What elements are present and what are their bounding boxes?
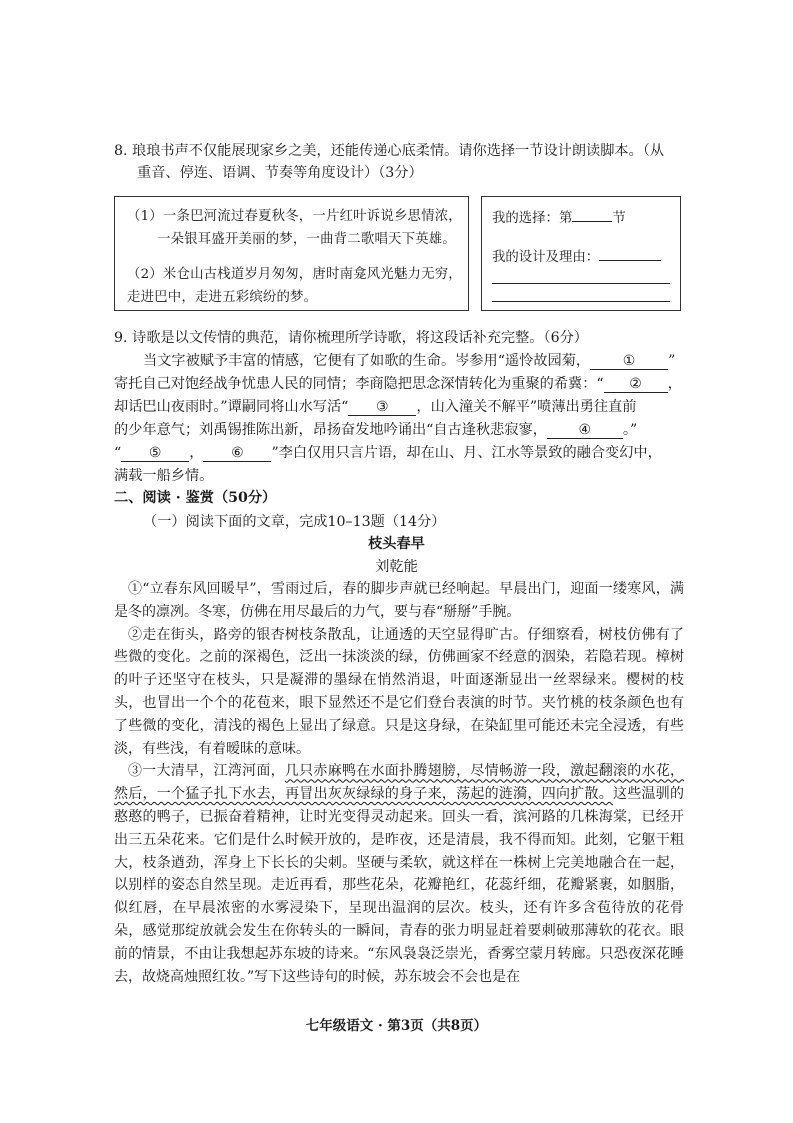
q9-text-1a: 当文字被赋予丰富的情感，它便有了如歌的生命。岑参用“遥怜故园菊， [143,353,591,369]
blank-3[interactable]: ③ [348,399,416,416]
p3-rest: 这些温驯的憨憨的鸭子，已振奋着精神，让时光变得灵动起来。回头一看，滨河路的几株海棠，已经开出三五朵花来。它们是什么时候开放的，是昨夜，还是清晨，我不得而知。此刻，它躯干粗大，枝条遒劲，浑身上下长长的尖刺。坚硬与柔软，就这样在一株树上完美地融合在一起，以别样的姿态自然呈现。走近再看，那些花朵，花瓣艳红，花蕊纤细，花瓣紧裹，如胭脂，似红唇，在早晨浓密的水雾浸染下，呈现出温润的层次。枝头，还有许多含苞待放的花骨朵，感觉那绽放就会发生在你转头的一瞬间，青春的张力明显赶着要刺破那薄软的花衣。眼前的情景，不由让我想起苏东坡的诗来。“东风袅袅泛崇光，香雾空蒙月转廊。只恐夜深花睡去，故烧高烛照红妆。”写下这些诗句的时候，苏东坡会不会也是在 [114,786,685,985]
article-author: 刘乾能 [375,559,418,575]
choice-suffix: 节 [612,211,626,226]
blank-2[interactable]: ② [604,376,668,393]
choice-label [492,207,626,228]
q9-line3 [114,397,637,417]
article-paragraph-3 [114,760,684,988]
q9-text-5mid: ， [189,445,204,461]
q9-text-2b: ， [667,376,682,392]
article-body [114,578,684,988]
blank-1[interactable]: ① [590,353,668,370]
q8-prompt-line2: 重音、停连、语调、节奏等角度设计）（3分） [137,165,423,181]
blank-5[interactable]: ⑤ [121,445,189,462]
poem-box [114,196,469,311]
p3-start: ③一大清早，江湾河面， [128,763,285,780]
q9-line2 [114,374,682,394]
poem-stanza1-line2: 一朵银耳盛开美丽的梦，一曲背二歌唱天下英雄。 [157,232,456,247]
design-label [492,246,661,267]
blank-6[interactable]: ⑥ [203,445,271,462]
section2-sub: （一）阅读下面的文章，完成10–13题（14分） [143,514,446,530]
design-label-text: 我的设计及理由： [492,250,600,265]
choice-blank[interactable] [572,207,612,222]
q9-text-3a: 却话巴山夜雨时。”谭嗣同将山水写活“ [114,399,349,415]
poem-stanza2-line1: （2）米仓山古栈道岁月匆匆，唐时南龛风光魅力无穷， [127,267,462,282]
answer-box [481,196,681,311]
poem-stanza1-line1: （1）一条巴河流过春夏秋冬，一片红叶诉说乡思情浓， [127,209,462,224]
article-title: 枝头春早 [368,536,425,552]
answer-line-2[interactable] [492,301,670,302]
article-paragraph-1: ①“立春东风回暖早”，雪雨过后，春的脚步声就已经响起。早晨出门，迎面一缕寒风，满是冬的凛冽。冬寒，仿佛在用尽最后的力气，要与春“掰掰”手腕。 [114,581,684,620]
choice-prefix: 我的选择：第 [492,211,573,226]
q9-text-4a: 的少年意气；刘禹锡推陈出新，昂扬奋发地吟诵出“自古逢秋悲寂寥， [114,422,547,438]
q9-line5 [114,443,662,463]
q8-prompt-line1: 8. 琅琅书声不仅能展现家乡之美，还能传递心底柔情。请你选择一节设计朗读脚本。（从 [114,143,665,159]
blank-4[interactable]: ④ [547,422,623,439]
q9-text-2a: 寄托自己对饱经战争忧患人民的同情；李商隐把思念深情转化为重聚的希冀：“ [114,376,604,392]
q9-text-5b: ”李白仅用只言片语，却在山、月、江水等景致的融合变幻中， [271,445,662,461]
q9-line4 [114,420,637,440]
answer-line-1[interactable] [492,283,670,284]
q9-text-4b: 。” [622,422,638,438]
p3-underlined-sentence: 几只赤麻鸭在水面扑腾翅膀，尽情畅游一段，激起翻滚的水花，然后，一个猛子扎下水去，再冒出灰灰绿绿的身子来，荡起的涟漪，四向扩散。 [114,763,685,803]
article-paragraph-2: ②走在街头，路旁的银杏树枝条散乱，让通透的天空显得旷古。仔细察看，树枝仿佛有了些微的变化。之前的深褐色，泛出一抹淡淡的绿，仿佛画家不经意的洇染，若隐若现。樟树的叶子还坚守在枝头，只是凝滞的墨绿在悄然消退，叶面逐渐显出一丝翠绿来。樱树的枝头，也冒出一个个的花苞来，眼下显然还不是它们登台表演的时节。夹竹桃的枝条颜色也有了些微的变化，清浅的褐色上显出了绿意。只是这身绿，在染缸里可能还未完全浸透，有些淡，有些浅，有着暧昧的意味。 [114,626,684,757]
page-footer: 七年级语文 · 第3页（共8页） [305,1018,488,1034]
q9-prompt: 9. 诗歌是以文传情的典范，请你梳理所学诗歌，将这段话补充完整。（6分） [114,330,588,346]
poem-stanza2-line2: 走进巴中，走进五彩缤纷的梦。 [127,290,318,305]
q9-text-5a: “ [114,445,122,461]
design-blank[interactable] [599,246,661,261]
section2-heading: 二、阅读 · 鉴赏（50分） [114,490,277,506]
q9-line6: 满载一船乡情。 [114,468,214,484]
q9-text-3b: ，山入潼关不解平”喷薄出勇往直前 [416,399,637,415]
q9-text-1b: ” [668,353,676,369]
q9-line1 [143,351,675,371]
